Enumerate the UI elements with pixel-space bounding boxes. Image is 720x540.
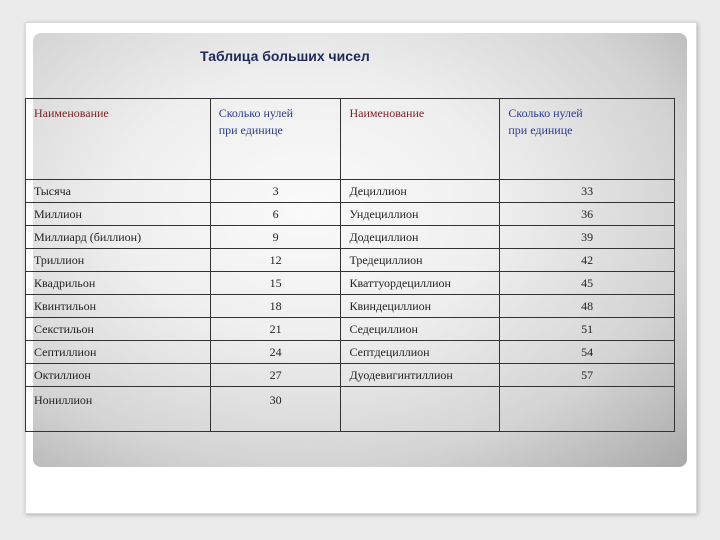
number-name-left: Тысяча: [26, 180, 211, 203]
zeros-count-right: 54: [500, 341, 675, 364]
table-header-row: [26, 99, 675, 180]
table-row: [26, 364, 675, 387]
header-name-label: Наименование: [34, 106, 109, 120]
zeros-count-left: 18: [210, 295, 341, 318]
number-name-left: Триллион: [26, 249, 211, 272]
table-row: [26, 203, 675, 226]
header-name-label: Наименование: [349, 106, 425, 120]
table-row: [26, 180, 675, 203]
page-title: Таблица больших чисел: [200, 48, 370, 64]
table-row: [26, 226, 675, 249]
zeros-count-left: 12: [210, 249, 341, 272]
zeros-count-left: 6: [210, 203, 341, 226]
number-name-left: Квинтильон: [26, 295, 211, 318]
number-name-left: Нониллион: [26, 387, 211, 432]
header-zeros-line1: Сколько нулей: [508, 106, 583, 120]
table-row: [26, 387, 675, 432]
table-row: [26, 272, 675, 295]
zeros-count-left: 27: [210, 364, 341, 387]
table-row: [26, 249, 675, 272]
zeros-count-right: 36: [500, 203, 675, 226]
zeros-count-right: 33: [500, 180, 675, 203]
number-name-right: [341, 387, 500, 432]
table-row: [26, 295, 675, 318]
zeros-count-left: 9: [210, 226, 341, 249]
number-name-right: Ундециллион: [341, 203, 500, 226]
header-name-right: [341, 99, 500, 180]
number-name-right: Септдециллион: [341, 341, 500, 364]
number-name-left: Септиллион: [26, 341, 211, 364]
zeros-count-right: [500, 387, 675, 432]
number-name-right: Квиндециллион: [341, 295, 500, 318]
zeros-count-left: 30: [210, 387, 341, 432]
number-name-right: Додециллион: [341, 226, 500, 249]
zeros-count-right: 57: [500, 364, 675, 387]
table-row: [26, 318, 675, 341]
number-name-left: Секстильон: [26, 318, 211, 341]
number-name-right: Тредециллион: [341, 249, 500, 272]
zeros-count-right: 42: [500, 249, 675, 272]
number-name-right: Кваттуордециллион: [341, 272, 500, 295]
header-zeros-line2: при единице: [508, 123, 573, 137]
number-name-right: Дециллион: [341, 180, 500, 203]
header-zeros-line1: Сколько нулей: [218, 106, 294, 120]
table-row: [26, 341, 675, 364]
zeros-count-right: 45: [500, 272, 675, 295]
header-zeros-right: [500, 99, 675, 180]
zeros-count-right: 39: [500, 226, 675, 249]
zeros-count-left: 3: [210, 180, 341, 203]
zeros-count-right: 48: [500, 295, 675, 318]
number-name-right: Дуодевигинтиллион: [341, 364, 500, 387]
zeros-count-left: 21: [210, 318, 341, 341]
zeros-count-right: 51: [500, 318, 675, 341]
zeros-count-left: 24: [210, 341, 341, 364]
big-numbers-table: [25, 98, 675, 432]
header-zeros-line2: при единице: [218, 123, 283, 137]
number-name-left: Миллиард (биллион): [26, 226, 211, 249]
header-name-left: [26, 99, 211, 180]
number-name-left: Квадрильон: [26, 272, 211, 295]
number-name-left: Октиллион: [26, 364, 211, 387]
number-name-right: Седециллион: [341, 318, 500, 341]
header-zeros-left: [210, 99, 341, 180]
number-name-left: Миллион: [26, 203, 211, 226]
zeros-count-left: 15: [210, 272, 341, 295]
